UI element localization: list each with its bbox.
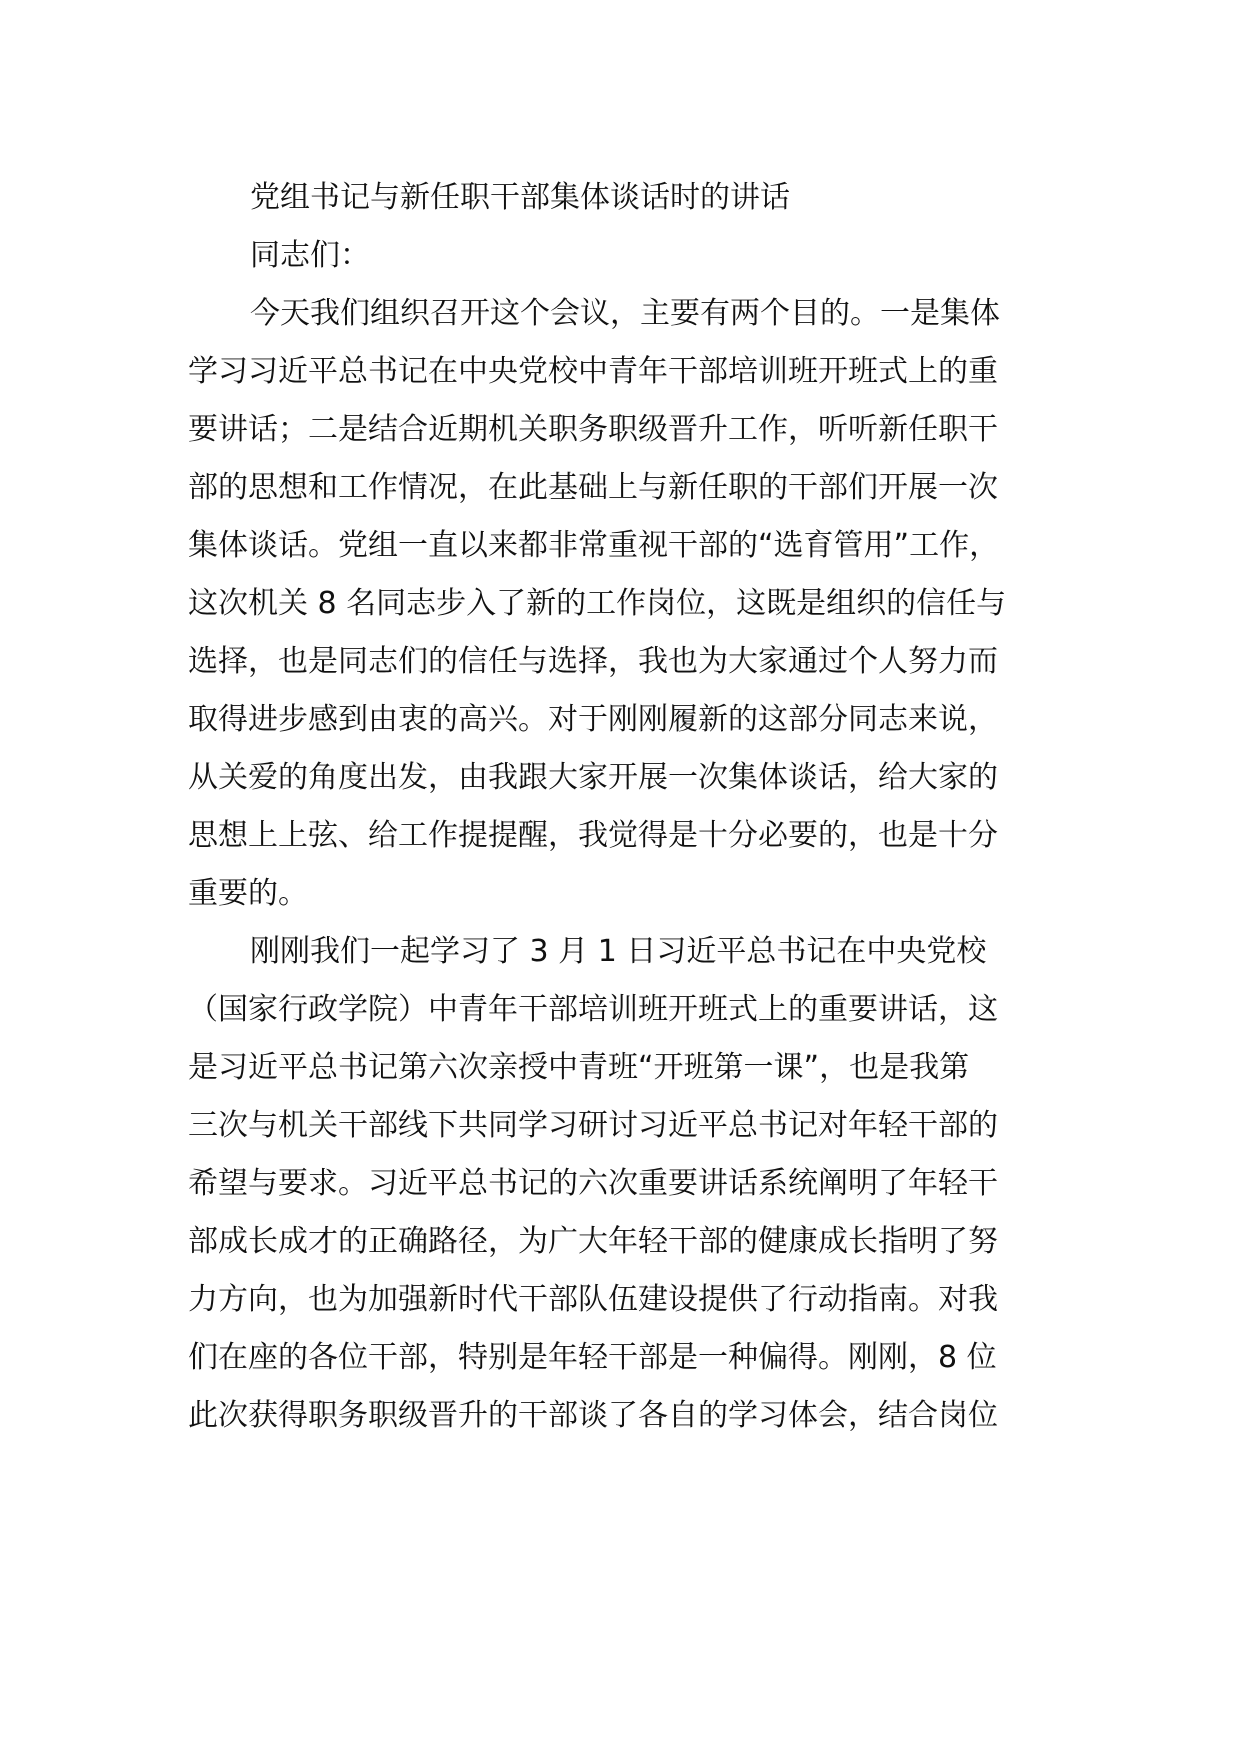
salutation: 同志们： (250, 238, 370, 273)
paragraph-line: 希望与要求。习近平总书记的六次重要讲话系统阐明了年轻干 (188, 1166, 998, 1201)
paragraph-line: 集体谈话。党组一直以来都非常重视干部的“选育管用”工作， (188, 528, 1000, 563)
paragraph-line: 从关爱的角度出发，由我跟大家开展一次集体谈话，给大家的 (188, 760, 998, 795)
paragraph-line: （国家行政学院）中青年干部培训班开班式上的重要讲话，这 (188, 992, 998, 1027)
paragraph-line: 力方向，也为加强新时代干部队伍建设提供了行动指南。对我 (188, 1282, 998, 1317)
document-title: 党组书记与新任职干部集体谈话时的讲话 (250, 180, 790, 215)
paragraph-line: 思想上上弦、给工作提提醒，我觉得是十分必要的，也是十分 (188, 818, 998, 853)
paragraph-line: 今天我们组织召开这个会议，主要有两个目的。一是集体 (250, 296, 1000, 331)
paragraph-line: 重要的。 (188, 876, 308, 911)
paragraph-line: 选择，也是同志们的信任与选择，我也为大家通过个人努力而 (188, 644, 998, 679)
paragraph-line: 部的思想和工作情况，在此基础上与新任职的干部们开展一次 (188, 470, 998, 505)
paragraph-line: 是习近平总书记第六次亲授中青班“开班第一课”，也是我第 (188, 1050, 970, 1085)
paragraph-line: 此次获得职务职级晋升的干部谈了各自的学习体会，结合岗位 (188, 1398, 998, 1433)
paragraph-line: 这次机关 8 名同志步入了新的工作岗位，这既是组织的信任与 (188, 586, 1007, 621)
paragraph-line: 三次与机关干部线下共同学习研讨习近平总书记对年轻干部的 (188, 1108, 998, 1143)
paragraph-line: 取得进步感到由衷的高兴。对于刚刚履新的这部分同志来说， (188, 702, 998, 737)
paragraph-line: 部成长成才的正确路径，为广大年轻干部的健康成长指明了努 (188, 1224, 998, 1259)
paragraph-line: 学习习近平总书记在中央党校中青年干部培训班开班式上的重 (188, 354, 998, 389)
paragraph-line: 刚刚我们一起学习了 3 月 1 日习近平总书记在中央党校 (250, 934, 987, 969)
paragraph-line: 要讲话；二是结合近期机关职务职级晋升工作，听听新任职干 (188, 412, 998, 447)
paragraph-line: 们在座的各位干部，特别是年轻干部是一种偏得。刚刚，8 位 (188, 1340, 997, 1375)
